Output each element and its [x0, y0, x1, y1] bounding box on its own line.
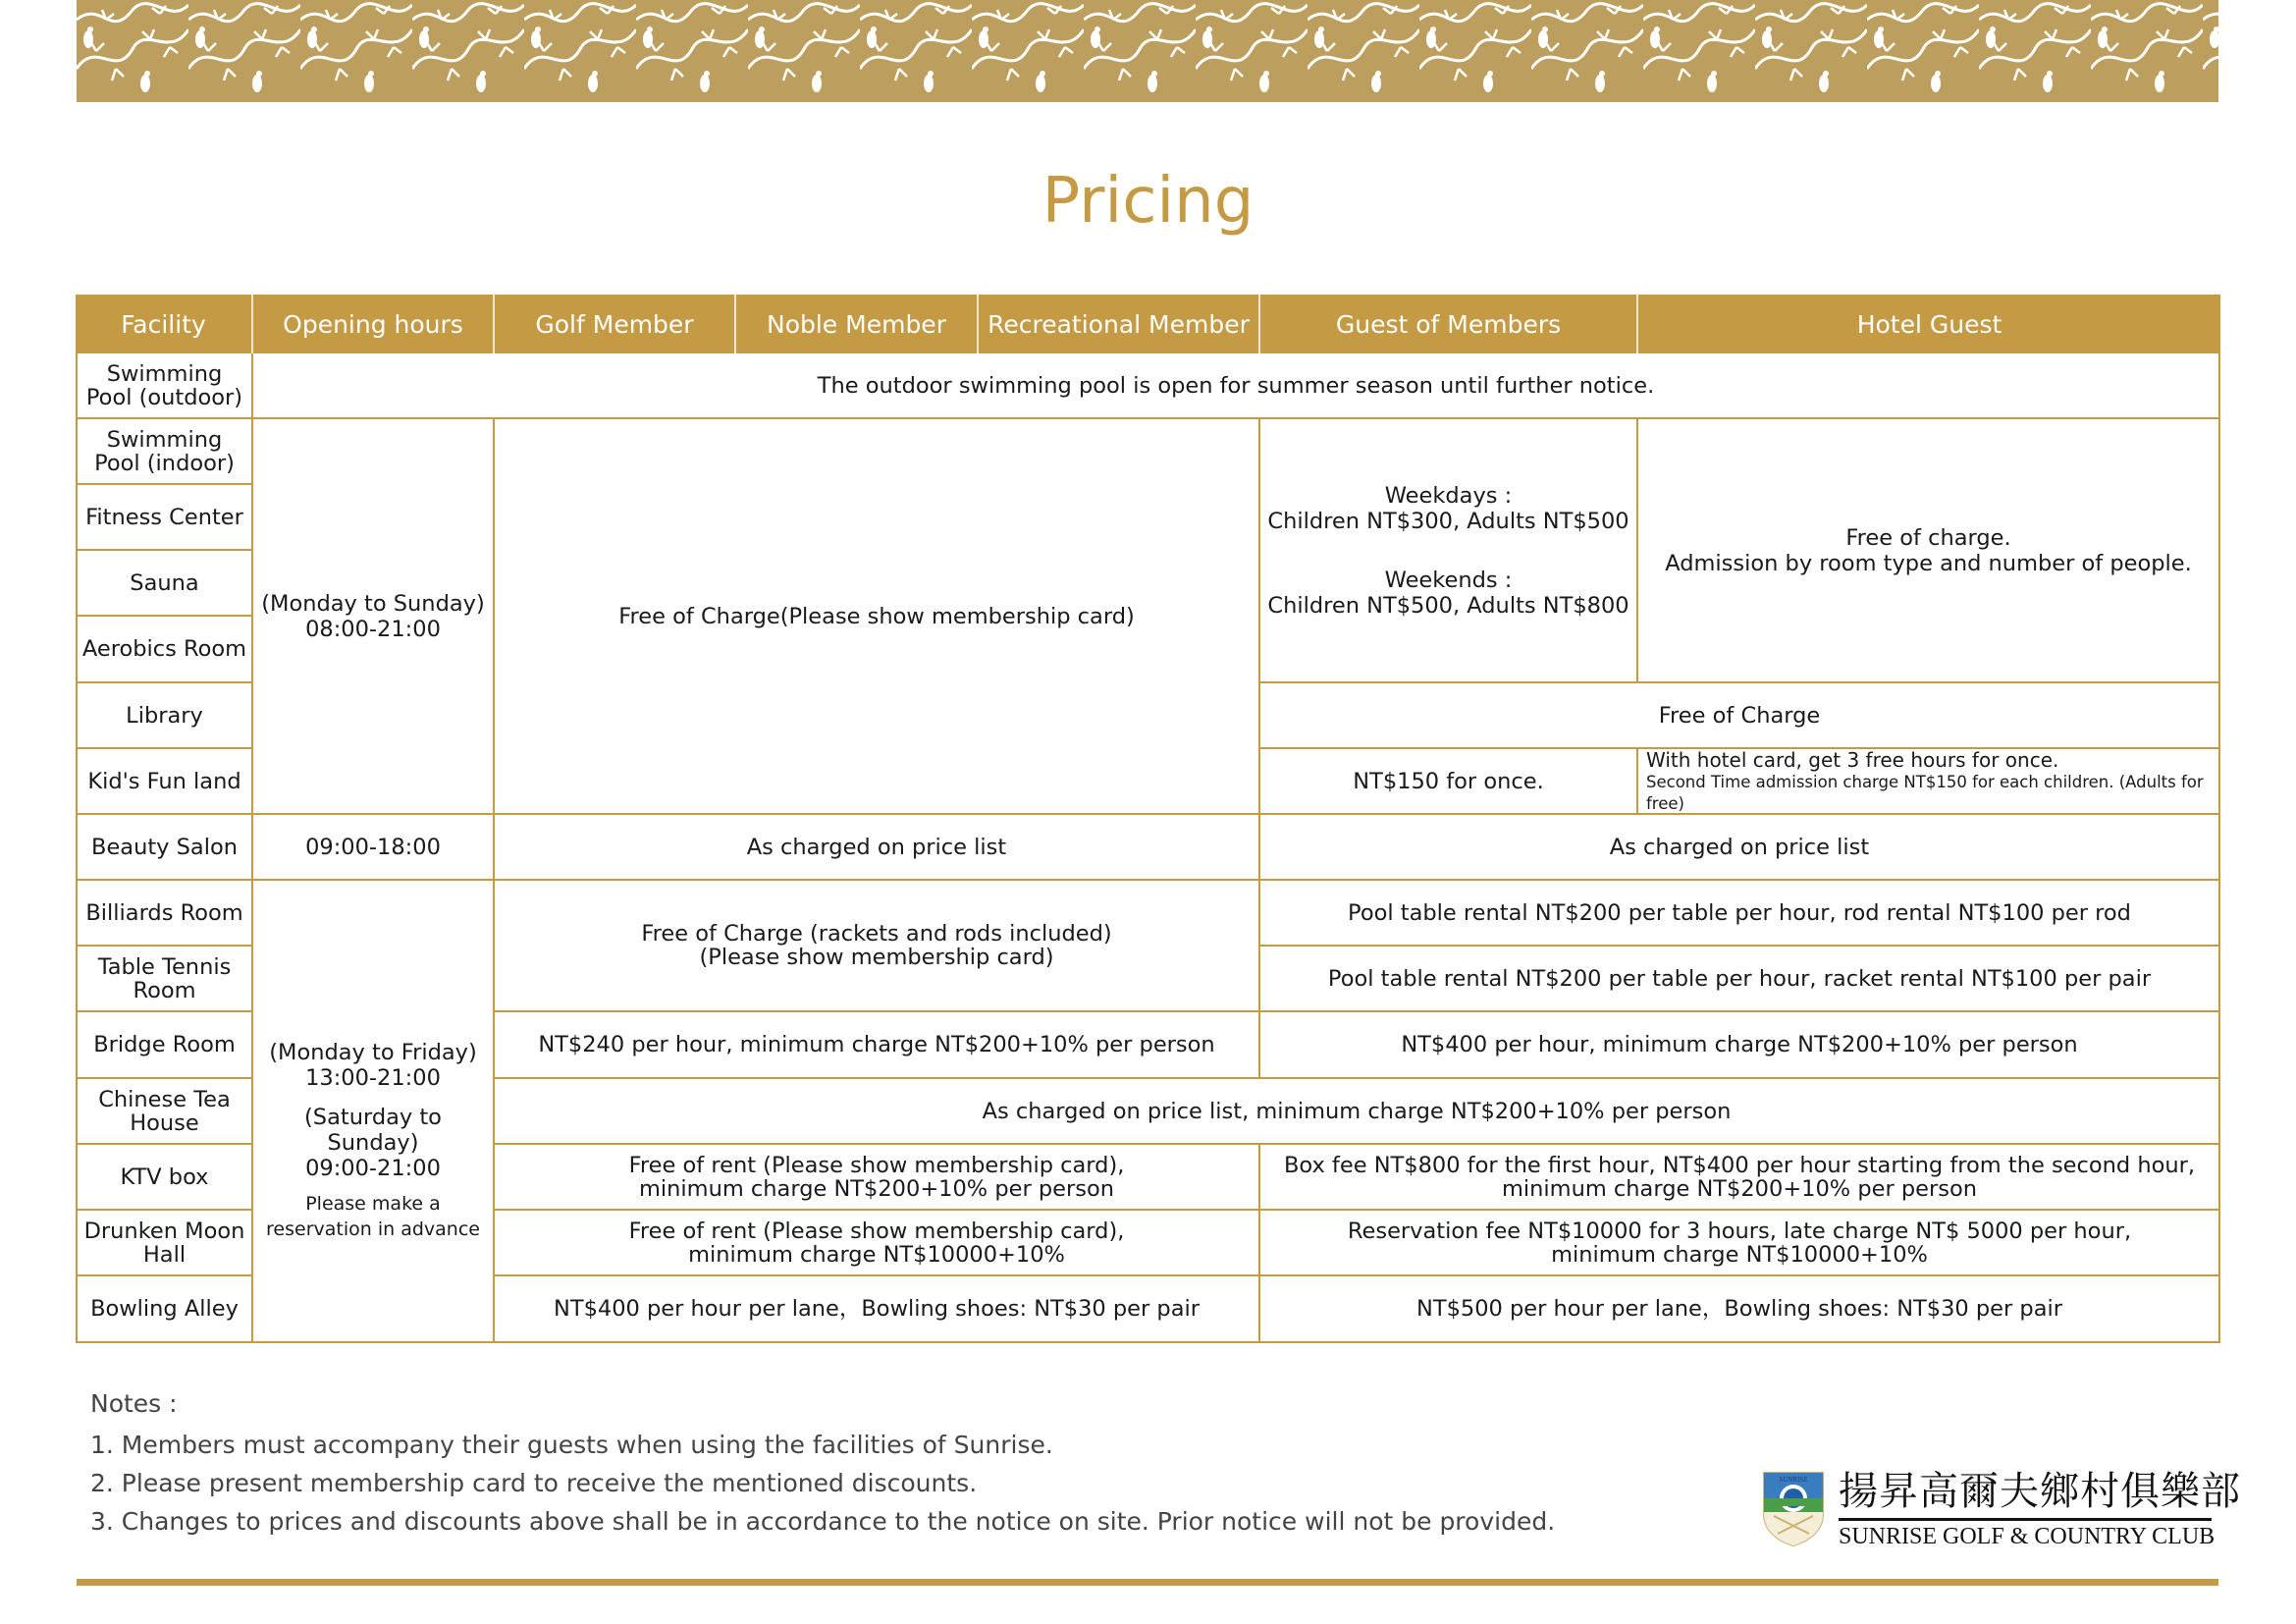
- facility-ktv-box: KTV box: [76, 1145, 253, 1211]
- bridge-guests-price: NT$400 per hour, minimum charge NT$200+10% per person: [1260, 1012, 2220, 1079]
- facility-kids-fun-land: Kid's Fun land: [76, 749, 253, 815]
- weekdays-price: Children NT$300, Adults NT$500: [1267, 508, 1629, 534]
- kids-guest-price: NT$150 for once.: [1260, 749, 1638, 815]
- hotel-pool-line1: Free of charge.: [1845, 524, 2011, 551]
- beauty-salon-members-price: As charged on price list: [495, 815, 1260, 881]
- vine-bird-pattern-icon: [77, 0, 2218, 102]
- opening-hours-group2: [253, 881, 495, 1343]
- kids-hotel-price: [1638, 749, 2220, 815]
- kids-hotel-line1: With hotel card, get 3 free hours for once.: [1646, 747, 2059, 772]
- ktv-members-line2: minimum charge NT$200+10% per person: [639, 1175, 1114, 1202]
- hotel-guest-price-pool: [1638, 419, 2220, 683]
- facility-bridge-room: Bridge Room: [76, 1012, 253, 1079]
- billiards-members-line2: (Please show membership card): [699, 945, 1054, 970]
- moon-guests-line2: minimum charge NT$10000+10%: [1551, 1241, 1928, 1268]
- facility-billiards-room: Billiards Room: [76, 881, 253, 947]
- moon-hall-members-price: [495, 1211, 1260, 1276]
- opening-days: (Monday to Sunday): [261, 590, 485, 617]
- pricing-table: [76, 295, 2220, 1343]
- beauty-salon-guests-price: As charged on price list: [1260, 815, 2220, 881]
- hotel-pool-line2: Admission by room type and number of people.: [1665, 550, 2192, 576]
- moon-members-line2: minimum charge NT$10000+10%: [688, 1241, 1065, 1268]
- decorative-pattern-banner: [77, 0, 2218, 102]
- billiards-members-line1: Free of Charge (rackets and rods included): [641, 921, 1112, 947]
- notes-section: [90, 1382, 1555, 1541]
- ktv-guests-price: [1260, 1145, 2220, 1211]
- facility-aerobics-room: Aerobics Room: [76, 617, 253, 683]
- outdoor-pool-notice: The outdoor swimming pool is open for summer season until further notice.: [253, 353, 2220, 419]
- club-name-english: SUNRISE GOLF & COUNTRY CLUB: [1839, 1524, 2216, 1549]
- table-tennis-guests-price: Pool table rental NT$200 per table per hour, racket rental NT$100 per pair: [1260, 947, 2220, 1012]
- facility-table-tennis-room: Table Tennis Room: [76, 947, 253, 1012]
- tea-house-price: As charged on price list, minimum charge NT$200+10% per person: [495, 1079, 2220, 1145]
- reservation-note: Please make a reservation in advance: [266, 1192, 480, 1240]
- facility-swimming-pool-indoor: Swimming Pool (indoor): [76, 419, 253, 485]
- kids-hotel-line2: Second Time admission charge NT$150 for each children. (Adults for free): [1646, 772, 2204, 813]
- moon-guests-line1: Reservation fee NT$10000 for 3 hours, late charge NT$ 5000 per hour,: [1347, 1218, 2132, 1244]
- facility-bowling-alley: Bowling Alley: [76, 1276, 253, 1343]
- facility-chinese-tea-house: Chinese Tea House: [76, 1079, 253, 1145]
- ktv-guests-line1: Box fee NT$800 for the first hour, NT$400 per hour starting from the second hour,: [1283, 1152, 2196, 1178]
- facility-library: Library: [76, 683, 253, 749]
- logo-divider: [1839, 1518, 2212, 1521]
- weekend-days: (Saturday to Sunday): [304, 1104, 442, 1156]
- bowling-members-price: NT$400 per hour per lane，Bowling shoes: NT$30 per pair: [495, 1276, 1260, 1343]
- facility-sauna: Sauna: [76, 551, 253, 617]
- bowling-guests-price: NT$500 per hour per lane，Bowling shoes: NT$30 per pair: [1260, 1276, 2220, 1343]
- page-title: Pricing: [1041, 165, 1255, 238]
- beauty-salon-hours: 09:00-18:00: [253, 815, 495, 881]
- column-header-noble-member: Noble Member: [736, 295, 979, 353]
- bridge-members-price: NT$240 per hour, minimum charge NT$200+10% per person: [495, 1012, 1260, 1079]
- facility-beauty-salon: Beauty Salon: [76, 815, 253, 881]
- column-header-golf-member: Golf Member: [495, 295, 736, 353]
- opening-time: 08:00-21:00: [305, 616, 441, 642]
- weekdays-label: Weekdays :: [1384, 482, 1513, 509]
- library-guest-price: Free of Charge: [1260, 683, 2220, 749]
- note-item: 3. Changes to prices and discounts above shall be in accordance to the notice on site. Prior notice will not be provided.: [90, 1507, 1556, 1536]
- column-header-facility: Facility: [76, 295, 253, 353]
- ktv-members-line1: Free of rent (Please show membership card),: [628, 1152, 1125, 1178]
- ktv-members-price: [495, 1145, 1260, 1211]
- billiards-guests-price: Pool table rental NT$200 per table per hour, rod rental NT$100 per rod: [1260, 881, 2220, 947]
- crest-text: SUNRISE: [1779, 1476, 1808, 1484]
- ktv-guests-line2: minimum charge NT$200+10% per person: [1502, 1175, 1977, 1202]
- weekends-label: Weekends :: [1384, 567, 1513, 593]
- note-item: 2. Please present membership card to receive the mentioned discounts.: [90, 1469, 978, 1497]
- bottom-divider: [77, 1579, 2218, 1586]
- billiards-tennis-members-price: [495, 881, 1260, 1012]
- opening-hours-group1: [253, 419, 495, 815]
- column-header-recreational-member: Recreational Member: [979, 295, 1260, 353]
- club-logo: [1760, 1469, 2241, 1551]
- club-name-chinese: 揚昇高爾夫鄉村俱樂部: [1839, 1469, 2241, 1514]
- column-header-guest-of-members: Guest of Members: [1260, 295, 1638, 353]
- moon-members-line1: Free of rent (Please show membership card),: [628, 1218, 1125, 1244]
- members-price-group1: Free of Charge(Please show membership card): [495, 419, 1260, 815]
- guest-of-members-price-pool: [1260, 419, 1638, 683]
- facility-fitness-center: Fitness Center: [76, 485, 253, 551]
- notes-title: Notes :: [90, 1389, 178, 1418]
- weekends-price: Children NT$500, Adults NT$800: [1267, 592, 1629, 619]
- weekday-days: (Monday to Friday): [269, 1039, 477, 1065]
- column-header-opening-hours: Opening hours: [253, 295, 495, 353]
- facility-drunken-moon-hall: Drunken Moon Hall: [76, 1211, 253, 1276]
- weekend-time: 09:00-21:00: [305, 1155, 441, 1181]
- weekday-time: 13:00-21:00: [305, 1064, 441, 1091]
- moon-hall-guests-price: [1260, 1211, 2220, 1276]
- club-crest-icon: [1760, 1469, 1827, 1547]
- note-item: 1. Members must accompany their guests when using the facilities of Sunrise.: [90, 1431, 1053, 1459]
- column-header-hotel-guest: Hotel Guest: [1638, 295, 2220, 353]
- facility-swimming-pool-outdoor: Swimming Pool (outdoor): [76, 353, 253, 419]
